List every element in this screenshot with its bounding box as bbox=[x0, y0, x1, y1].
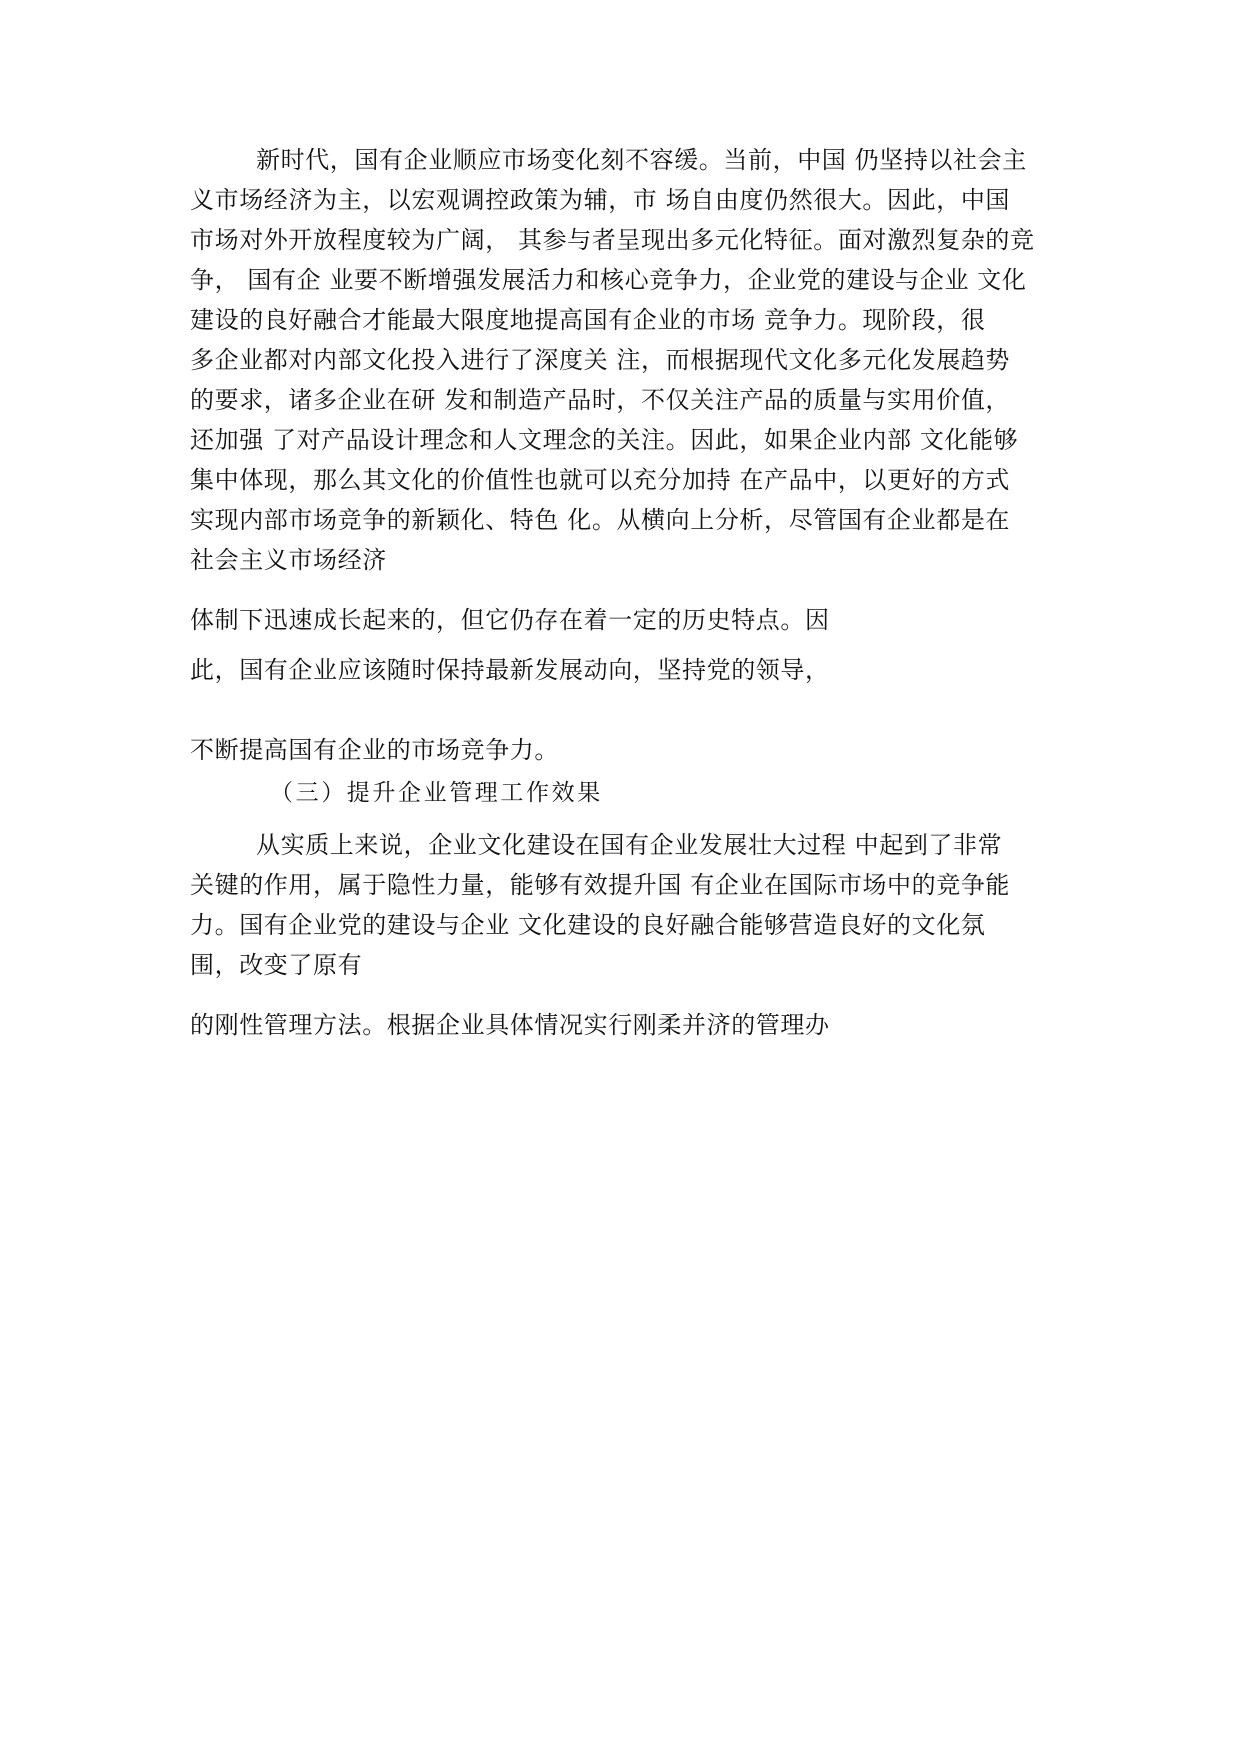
text-line: 还加强 了对产品设计理念和人文理念的关注。因此，如果企业内部 文化能够 bbox=[190, 426, 1019, 454]
text-line: 此，国有企业应该随时保持最新发展动向，坚持党的领导， bbox=[190, 656, 830, 684]
text-line: 新时代，国有企业顺应市场变化刻不容缓。当前，中国 仍坚持以社会主 bbox=[256, 146, 1027, 174]
text-line: 围，改变了原有 bbox=[190, 951, 363, 979]
text-line: 建设的良好融合才能最大限度地提高国有企业的市场 竞争力。现阶段，很 bbox=[190, 306, 986, 334]
text-line: 集中体现，那么其文化的价值性也就可以充分加持 在产品中，以更好的方式 bbox=[190, 466, 1011, 494]
text-line: 体制下迅速成长起来的，但它仍存在着一定的历史特点。因 bbox=[190, 606, 830, 634]
text-line: 多企业都对内部文化投入进行了深度关 注，而根据现代文化多元化发展趋势 bbox=[190, 346, 1011, 374]
text-line: 不断提高国有企业的市场竞争力。 bbox=[190, 736, 559, 764]
text-line: 从实质上来说，企业文化建设在国有企业发展壮大过程 中起到了非常 bbox=[256, 831, 1003, 859]
text-line: 实现内部市场竞争的新颖化、特色 化。从横向上分析，尽管国有企业都是在 bbox=[190, 506, 1011, 534]
text-line: 力。国有企业党的建设与企业 文化建设的良好融合能够营造良好的文化氛 bbox=[190, 911, 986, 939]
text-line: 的要求，诸多企业在研 发和制造产品时，不仅关注产品的质量与实用价值， bbox=[190, 386, 1011, 414]
text-line: 市场对外开放程度较为广阔， 其参与者呈现出多元化特征。面对激烈复杂的竞 bbox=[190, 226, 1035, 254]
text-line: 争， 国有企 业要不断增强发展活力和核心竞争力，企业党的建设与企业 文化 bbox=[190, 266, 1027, 294]
text-line: 社会主义市场经济 bbox=[190, 546, 387, 574]
section-heading: （三）提升企业管理工作效果 bbox=[270, 780, 603, 806]
text-line: 义市场经济为主，以宏观调控政策为辅，市 场自由度仍然很大。因此，中国 bbox=[190, 186, 1011, 214]
text-line: 的刚性管理方法。根据企业具体情况实行刚柔并济的管理办 bbox=[190, 1011, 830, 1039]
text-line: 关键的作用，属于隐性力量，能够有效提升国 有企业在国际市场中的竞争能 bbox=[190, 871, 1011, 899]
